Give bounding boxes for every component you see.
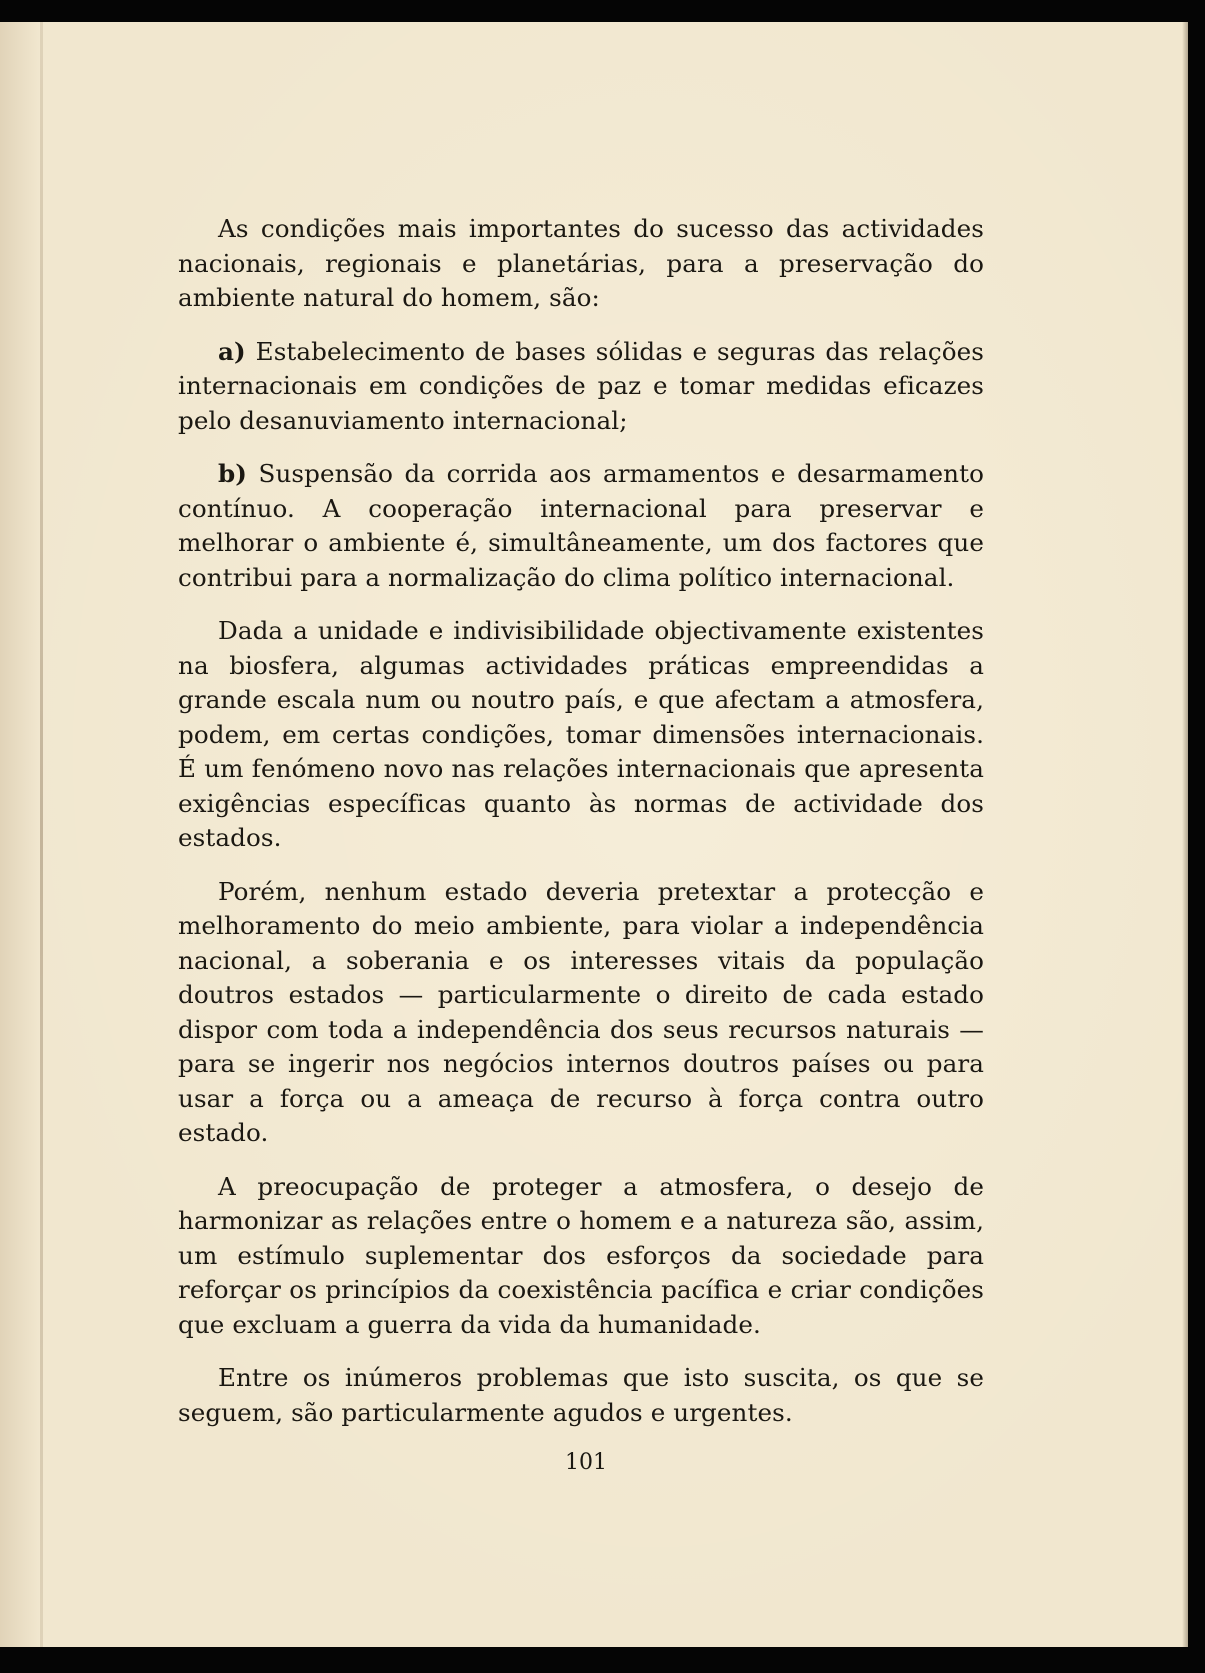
page-body bbox=[178, 212, 984, 1449]
list-marker-b: b) bbox=[218, 459, 248, 488]
paragraph-problems: Entre os inúmeros problemas que isto suscita, os que se seguem, são particularmente agudos e urgentes. bbox=[178, 1363, 984, 1427]
page-edge-shadow bbox=[1182, 22, 1188, 1647]
list-marker-a: a) bbox=[218, 336, 246, 366]
list-item-b bbox=[178, 457, 984, 595]
list-item-b-text: Suspensão da corrida aos armamentos e desarmamento contínuo. A cooperação internacional para preservar e melhorar o ambiente é, simultâneamente, um dos factores que contribui para a normalização do clima político internacional. bbox=[178, 459, 985, 592]
paragraph-sovereignty: Porém, nenhum estado deveria pretextar a protecção e melhoramento do meio ambiente, para violar a independência nacional, a soberania e os interesses vitais da população doutros estados — particularmente o direito de cada estado dispor com toda a independência dos seus recursos naturais — para se ingerir nos negócios internos doutros países ou para usar a força ou a ameaça de recurso à força contra outro estado. bbox=[178, 876, 984, 1147]
binding-gutter bbox=[40, 22, 43, 1647]
book-page bbox=[0, 22, 1188, 1647]
list-item-a-text: Estabelecimento de bases sólidas e seguras das relações internacionais em condições de paz e tomar medidas eficazes pelo desanuviamento internacional; bbox=[178, 336, 984, 435]
intro-paragraph: As condições mais importantes do sucesso das actividades nacionais, regionais e planetárias, para a preservação do ambiente natural do homem, são: bbox=[178, 214, 984, 312]
paragraph-atmosphere: A preocupação de proteger a atmosfera, o desejo de harmonizar as relações entre o homem e a natureza são, assim, um estímulo suplementar dos esforços da sociedade para reforçar os princípios da coexistência pacífica e criar condições que excluam a guerra da vida da humanidade. bbox=[178, 1171, 984, 1339]
page-number: 101 bbox=[565, 1450, 607, 1475]
list-item-a bbox=[178, 335, 984, 439]
paragraph-biosphere: Dada a unidade e indivisibilidade objectivamente existentes na biosfera, algumas actividades práticas empreendidas a grande escala num ou noutro país, e que afectam a atmosfera, podem, em certas condições, tomar dimensões internacionais. É um fenómeno novo nas relações internacionais que apresenta exigências específicas quanto às normas de actividade dos estados. bbox=[178, 616, 984, 852]
